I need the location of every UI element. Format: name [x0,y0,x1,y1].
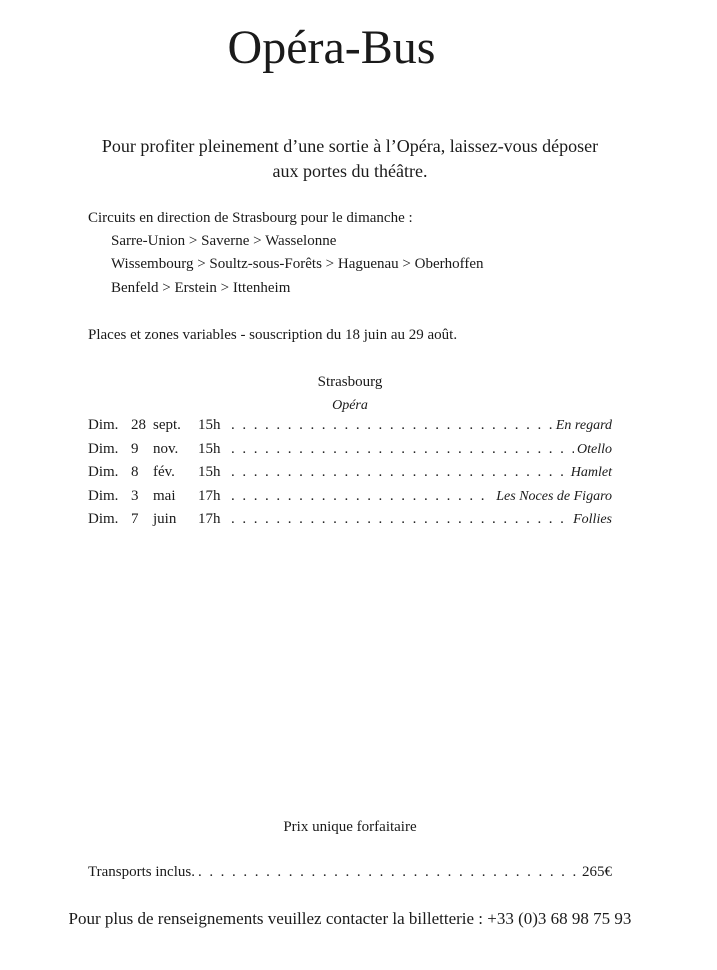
schedule-month: nov. [153,440,179,457]
schedule-month: juin [153,511,177,527]
route-3: Benfeld > Erstein > Ittenheim [111,280,291,296]
schedule-month: fév. [153,464,175,480]
intro-line-1: Pour profiter pleinement d’une sortie à l’Opéra, laissez-vous déposer [101,136,599,156]
price-label: Transports inclus. [88,864,195,880]
route-1: Sarre-Union > Saverne > Wasselonne [111,233,337,249]
schedule-list [88,417,612,535]
dot-leader [228,488,493,505]
schedule-row [88,441,612,465]
schedule-day: Dim. [88,440,119,457]
page-title: Opéra-Bus [227,21,436,74]
dot-leader [228,441,574,458]
places-note: Places et zones variables - souscription du 18 juin au 29 août. [88,327,458,343]
schedule-day: Dim. [88,511,119,527]
contact-info: Pour plus de renseignements veuillez contacter la billetterie : +33 (0)3 68 98 75 93 [68,909,632,928]
schedule-day: Dim. [88,417,119,433]
schedule-date: 28 [131,417,146,433]
schedule-day: Dim. [88,464,119,480]
schedule-row [88,417,612,441]
schedule-date: 7 [131,511,139,527]
price-row [88,861,612,884]
schedule-date: 3 [131,487,139,504]
schedule-hour: 15h [198,440,221,457]
schedule-day: Dim. [88,487,119,504]
schedule-hour: 15h [198,464,221,480]
schedule-hour: 17h [198,487,221,504]
schedule-work: Hamlet [570,465,612,480]
schedule-date: 8 [131,464,139,480]
schedule-work: Les Noces de Figaro [496,488,612,504]
venue-city: Strasbourg [317,374,383,390]
schedule-hour: 15h [198,417,221,433]
dot-leader [228,511,570,528]
schedule-row [88,464,612,488]
schedule-work: Otello [577,441,612,457]
dot-leader [228,417,553,434]
schedule-work: En regard [555,418,612,433]
schedule-date: 9 [131,440,139,457]
route-2: Wissembourg > Soultz-sous-Forêts > Haguenau > Oberhoffen [111,256,484,272]
schedule-month: sept. [153,417,181,433]
price-heading: Prix unique forfaitaire [283,819,417,835]
venue-kind: Opéra [332,398,368,413]
circuits-heading: Circuits en direction de Strasbourg pour le dimanche : [88,210,413,226]
dot-leader [228,464,568,481]
price-value: 265€ [582,864,612,880]
schedule-hour: 17h [198,511,221,527]
schedule-row [88,511,612,535]
schedule-month: mai [153,487,176,504]
schedule-work: Follies [573,512,612,527]
dot-leader [195,861,579,884]
schedule-row [88,488,612,512]
intro-line-2: aux portes du théâtre. [272,161,428,181]
